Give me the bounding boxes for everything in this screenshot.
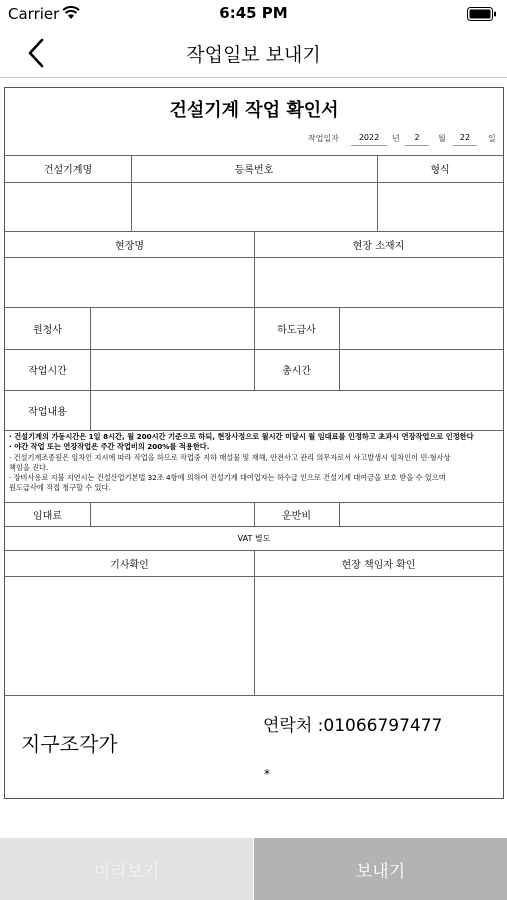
label-driver-confirm: 기사확인 — [110, 559, 149, 571]
label-total-time: 총시간 — [282, 366, 311, 377]
grid-line — [90, 307, 91, 430]
col-site-name: 현장명 — [115, 240, 144, 252]
status-time: 6:45 PM — [219, 4, 288, 22]
grid-line — [90, 502, 91, 526]
status-bar — [0, 0, 507, 28]
send-button[interactable]: 보내기 — [254, 838, 507, 900]
preview-button[interactable]: 미리보기 — [0, 838, 253, 900]
col-registration: 등록번호 — [234, 165, 274, 176]
label-work-time: 작업시간 — [28, 366, 67, 377]
date-day: 22 — [453, 133, 477, 146]
document-title: 건설기계 작업 확인서 — [169, 100, 339, 121]
label-site-manager-confirm: 현장 책임자 확인 — [341, 559, 416, 571]
col-model: 형식 — [430, 165, 450, 176]
grid-line — [5, 695, 503, 696]
label-rental-fee: 임대료 — [33, 510, 62, 522]
navigation-bar — [0, 28, 507, 78]
date-year: 2022 — [351, 133, 387, 146]
contact-info: 연락처 :01066797477 — [263, 716, 443, 736]
col-machine-name: 건설기계명 — [43, 165, 93, 176]
grid-line — [5, 430, 503, 431]
note-line: · 야간 작업 또는 연장작업은 주간 작업비의 200%를 적용한다. — [9, 442, 210, 452]
note-line: 책임을 진다. — [9, 462, 49, 472]
date-day-unit: 일 — [488, 134, 496, 143]
terms-notes — [9, 432, 501, 494]
asterisk-mark: * — [264, 767, 270, 781]
bottom-action-bar — [0, 838, 507, 900]
carrier-label: Carrier — [8, 5, 60, 23]
page-title: 작업일보 보내기 — [186, 44, 321, 66]
note-line: · 건설기계의 가동시간은 1일 8시간, 월 200시간 기준으로 하되, 현장사정으로 월시간 미달시 월 임대료를 인정하고 초과시 연장작업으로 인정한다 — [9, 432, 474, 441]
grid-line — [339, 502, 340, 526]
company-name: 지구조각가 — [21, 732, 118, 756]
date-month: 2 — [405, 133, 429, 146]
note-line: 원도급사에 직접 청구할 수 있다. — [9, 483, 111, 493]
grid-line — [339, 307, 340, 390]
note-line: · 건설기계조종원은 임차인 지시에 따라 작업을 하므로 작업중 지하 매설물 및 재해, 안전사고 관리 의무자로서 사고발생시 임차인이 민·형사상 — [9, 452, 451, 462]
vat-note: VAT 별도 — [237, 533, 271, 543]
battery-icon — [467, 6, 497, 25]
label-transport-fee: 운반비 — [282, 510, 311, 522]
label-contractor: 원청사 — [33, 324, 62, 336]
date-year-unit: 년 — [392, 134, 400, 143]
col-site-location: 현장 소재지 — [352, 240, 405, 252]
date-month-unit: 월 — [438, 134, 446, 143]
work-confirmation-document — [4, 87, 504, 799]
date-label: 작업일자 — [308, 134, 339, 143]
label-work-content: 작업내용 — [28, 406, 67, 418]
grid-line — [5, 182, 503, 183]
label-subcontractor: 하도급사 — [277, 324, 316, 336]
note-line: · 장비사용료 지불 지연시는 건설산업기본법 32조 4항에 의하여 건설기계 대여업자는 하수급 인으로 건설기계 대여금을 보호 받을 수 있으며 — [9, 473, 446, 483]
